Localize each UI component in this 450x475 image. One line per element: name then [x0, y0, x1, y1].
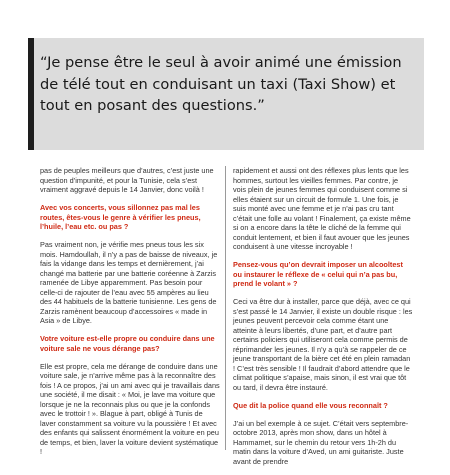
interview-question: Que dit la police quand elle vous reconnaît ?: [233, 400, 388, 410]
answer-paragraph: pas de peuples meilleurs que d’autres, c’est juste une question d’impunité, et pour la Tunisie, cela s’est vraiment aggravé depuis le 14 Janvier, donc voilà !: [40, 166, 214, 194]
answer-paragraph: Pas vraiment non, je vérifie mes pneus tous les six mois. Hamdoullah, il n’y a pas de baisse de niveaux, je fais la vidange dans les temps et dernièrement, j’ai changé ma batterie par une batterie coréenne à Zarzis ramenée de Libye apparemment. Pas besoin pour celle-ci de rajouter de l’eau avec 55 ampères au lieu des 44 habituels de la batterie tunisienne. Les gens de Zarzis ramènent beaucoup d’accessoires « made in Asia » de Libye.: [40, 240, 218, 326]
column-divider: [225, 166, 226, 450]
answer-paragraph: rapidement et aussi ont des réflexes plus lents que les hommes, surtout les vieilles femmes. Par contre, je vois plein de jeunes femmes qui conduisent comme si elles étaient sur un circuit de formule 1. Une fois, je suis monté avec une femme et je n’ai pas cru tant c’était une folle au volant ! Finalement, ça existe même si on a encore dans la tête le cliché de la femme qui conduit lentement, et bien il faut avouer que les jeunes conduisent à une vitesse incroyable !: [233, 166, 411, 251]
right-column: [233, 166, 413, 475]
interview-question: Avec vos concerts, vous sillonnez pas mal les routes, êtes-vous le genre à vérifier les pneus, l’huile, l’eau etc. ou pas ?: [40, 203, 201, 232]
answer-paragraph: Ceci va être dur à installer, parce que déjà, avec ce qui s’est passé le 14 Janvier, il existe un double risque : les jeunes peuvent percevoir cela comme étant une atteinte à leurs libertés, d’une part, et d’autre part certains policiers qui utiliseront cela comme permis de réprimander les jeunes. Il n’y a qu’à se rappeler de ce jeune transportant de la bière cet été en plein ramadan ! C’est très sensible ! Il faudrait d’abord attendre que le climat politique s’apaise, mais sinon, il est vrai que tôt ou tard, il devra être instauré.: [233, 297, 413, 392]
interview-question: Pensez-vous qu’on devrait imposer un alcooltest ou instaurer le réflexe de « celui qui n’a pas bu, prend le volant » ?: [233, 260, 403, 289]
answer-paragraph: J’ai un bel exemple à ce sujet. C’était vers septembre- octobre 2013, après mon show, dans un hôtel à Hammamet, sur le chemin du retour vers 1h-2h du matin dans la voiture d’Aved, un ami guitariste. Juste avant de prendre: [233, 418, 409, 466]
interview-question: Votre voiture est-elle propre ou conduire dans une voiture sale ne vous dérange pas?: [40, 334, 215, 353]
pull-quote: “Je pense être le seul à avoir animé une émission de télé tout en conduisant un taxi (Taxi Show) et tout en posant des questions.”: [40, 54, 402, 114]
answer-paragraph: Elle est propre, cela me dérange de conduire dans une voiture sale, je n’arrive même pas à la reconnaître des fois ! A ce propos, j’ai un ami avec qui je travaillais dans une société, il me disait : « Moi, je lave ma voiture que lorsque je ne la reconnais plus ou que je la confonds avec le trottoir ! ». Blague à part, obligé à Tunis de laver constamment sa voiture vu la poussière ! Et avec des enfants qui salissent énormément la voiture en peu de temps, et bien, laver la voiture devient systématique !: [40, 361, 220, 457]
left-column: [40, 166, 220, 465]
